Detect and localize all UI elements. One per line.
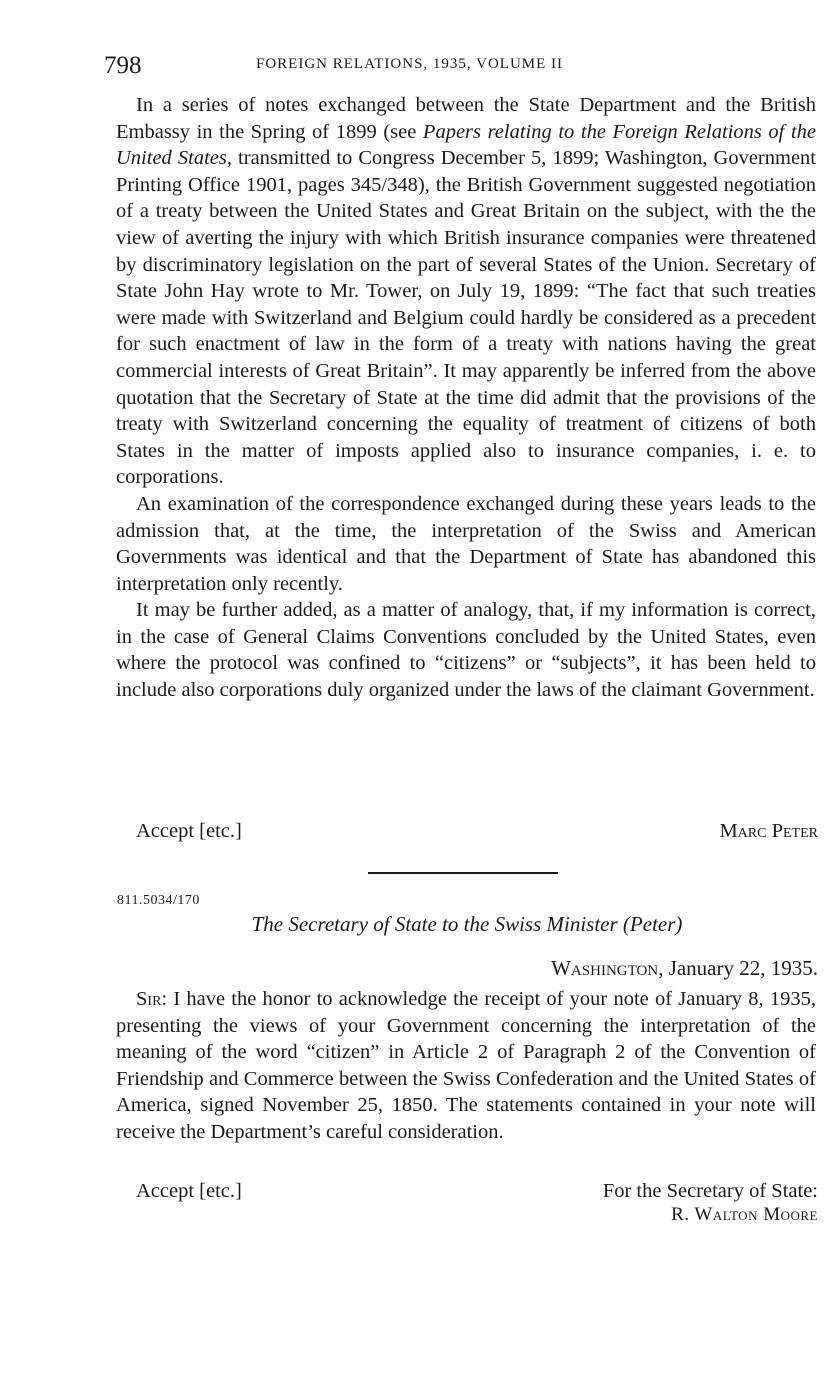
for-secretary-line: For the Secretary of State: [602, 1180, 818, 1202]
letter-body-secretary [116, 986, 816, 1146]
paragraph-1: In a series of notes exchanged between the State Department and the British Embassy in the Spring of 1899 (see Papers relating to the Foreign Relations of the United States, transmitted to Congress December 5, 1899; Washington, Government Printing Office 1901, pages 345/348), the British Government suggested negotiation of a treaty between the United States and Great Britain on the subject, with the the view of averting the injury with which British insurance companies were threatened by discriminatory legislation on the part of several States of the Union. Secretary of State John Hay wrote to Mr. Tower, on July 19, 1899: “The fact that such treaties were made with Switzerland and Belgium could hardly be considered as a precedent for such enactment of law in the form of a treaty with nations having the great commercial interests of Great Britain”. It may apparently be inferred from the above quotation that the Secretary of State at the time did admit that the provisions of the treaty with Switzerland concerning the equality of treatment of citizens of both States in the matter of imposts applied also to insurance companies, i. e. to corporations. [116, 94, 816, 489]
paragraph-4: Sir: I have the honor to acknowledge the receipt of your note of January 8, 1935, presenting the views of your Government concerning the interpretation of the meaning of the word “citizen” in Article 2 of Paragraph 2 of the Convention of Friendship and Commerce between the Swiss Confederation and the United States of America, signed November 25, 1850. The statements contained in your note will receive the Department’s careful consideration. [116, 988, 816, 1143]
running-head: FOREIGN RELATIONS, 1935, VOLUME II [256, 56, 564, 72]
closing: Accept [etc.] [136, 1180, 242, 1202]
signature: Marc Peter [719, 820, 818, 842]
document-title: The Secretary of State to the Swiss Minister (Peter) [251, 912, 683, 936]
publication-title: Papers relating to the Foreign Relations of the United States [116, 120, 816, 170]
paragraph-3: It may be further added, as a matter of analogy, that, if my information is correct, in the case of General Claims Conventions concluded by the United States, even where the protocol was confined to “citizens” or “subjects”, it has been held to include also corporations duly organized under the laws of the claimant Government. [116, 599, 816, 702]
file-number: 811.5034/170 [117, 893, 200, 908]
signature: R. Walton Moore [671, 1204, 818, 1225]
page-header [104, 52, 808, 82]
paragraph-2: An examination of the correspondence exchanged during these years leads to the admission that, at the time, the interpretation of the Swiss and American Governments was identical and that the Department of State has abandoned this interpretation only recently. [116, 492, 816, 595]
section-divider [368, 872, 558, 874]
dateline: Washington, January 22, 1935. [551, 956, 818, 980]
salutation: Sir [136, 988, 162, 1010]
closing: Accept [etc.] [136, 820, 242, 842]
letter-body-peter [116, 92, 816, 704]
page-number: 798 [104, 52, 142, 79]
